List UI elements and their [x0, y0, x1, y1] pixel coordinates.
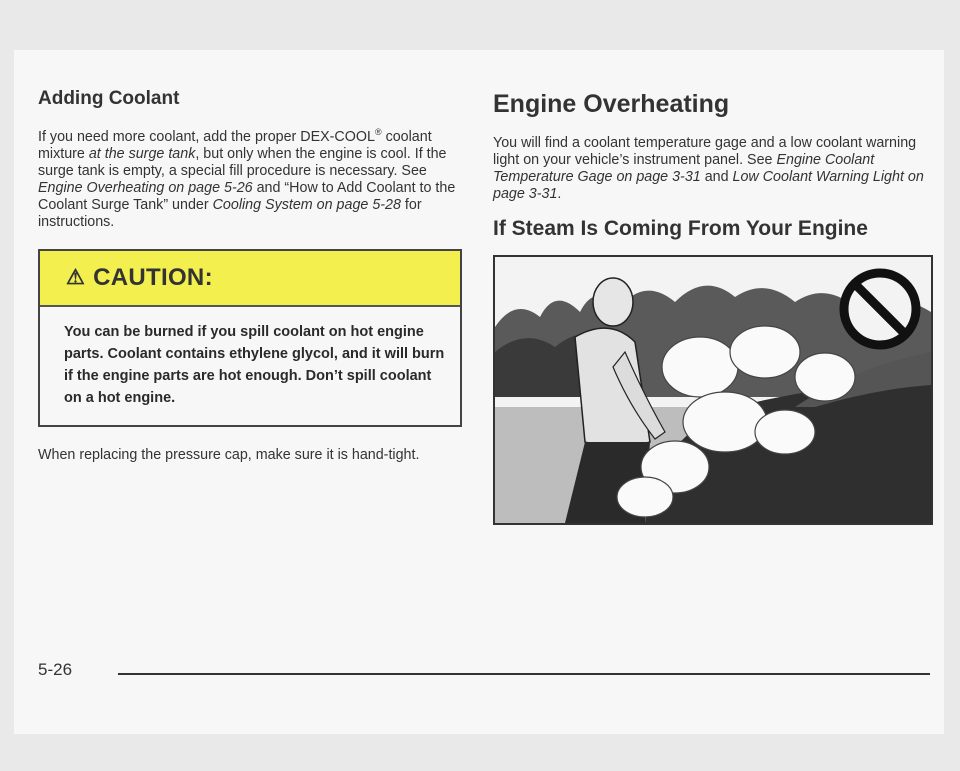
steam-illustration-svg — [495, 257, 931, 523]
reference-low-coolant-light: Low Coolant Warning Light on page 3-31 — [493, 169, 924, 202]
caution-box — [38, 249, 462, 427]
registered-mark: ® — [374, 127, 382, 137]
text-run: and “How to Add Coolant to the Coolant Surge Tank” under — [38, 179, 456, 213]
engine-overheating-heading: Engine Overheating — [493, 90, 730, 118]
warning-triangle-icon: ⚠ — [66, 266, 86, 290]
caution-header — [40, 251, 460, 307]
text-run: coolant mixture — [38, 128, 432, 162]
text-run: . — [557, 186, 562, 202]
left-column — [38, 88, 458, 464]
manual-page — [14, 50, 944, 734]
text-run: for instructions. — [38, 196, 422, 230]
page-number: 5-26 — [38, 660, 73, 679]
steam-subheading: If Steam Is Coming From Your Engine — [493, 217, 868, 240]
adding-coolant-paragraph — [38, 124, 458, 231]
engine-overheating-paragraph — [493, 135, 933, 203]
reference-cooling-system: Cooling System on page 5-28 — [212, 196, 401, 213]
caution-text: You can be burned if you spill coolant on hot engine parts. Coolant contains ethylene glycol, and it will burn if the engine parts are hot enough. Don’t spill coolant on a hot engine. — [64, 323, 445, 406]
text-run: , but only when the engine is cool. If the surge tank is empty, a special fill procedure is necessary. See — [38, 145, 447, 179]
man-head-shape — [593, 278, 633, 326]
footer-rule — [118, 673, 930, 675]
text-run: You will find a coolant temperature gage and a low coolant warning light on your vehicle’s instrument panel. See — [493, 135, 917, 168]
text-run: and — [700, 169, 733, 185]
right-column — [493, 90, 933, 525]
reference-engine-overheating: Engine Overheating on page 5-26 — [38, 179, 253, 196]
italic-text: at the surge tank — [88, 145, 196, 162]
caution-heading: CAUTION: — [93, 263, 213, 291]
reference-temperature-gage: Engine Coolant Temperature Gage on page 3-31 — [493, 152, 875, 185]
text-run: If you need more coolant, add the proper DEX-COOL — [38, 128, 375, 145]
adding-coolant-heading: Adding Coolant — [38, 88, 180, 109]
no-sign-icon — [844, 273, 916, 345]
pressure-cap-paragraph: When replacing the pressure cap, make sure it is hand-tight. — [38, 446, 420, 463]
steam-illustration — [493, 255, 933, 525]
